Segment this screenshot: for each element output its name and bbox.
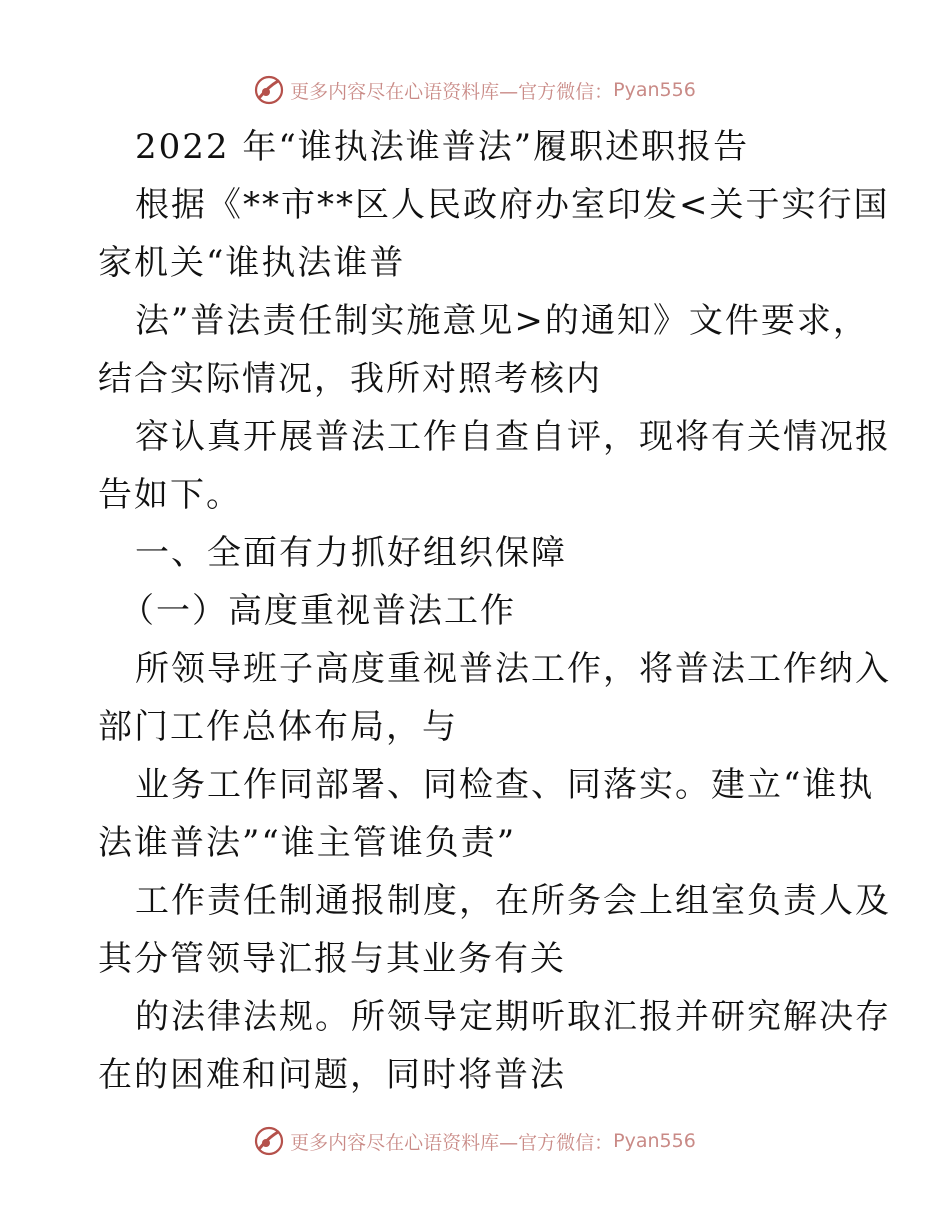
paragraph-line: 的法律法规。所领导定期听取汇报并研究解决存 <box>135 997 891 1037</box>
watermark-text: 更多内容尽在心语资料库—官方微信： <box>290 1131 614 1154</box>
paragraph-line: 容认真开展普法工作自查自评，现将有关情况报 <box>135 417 891 457</box>
paragraph-line: 所领导班子高度重视普法工作，将普法工作纳入 <box>135 649 891 689</box>
paragraph-line: 其分管领导汇报与其业务有关 <box>98 939 566 979</box>
header-watermark <box>0 70 950 110</box>
paragraph-line: 法”普法责任制实施意见>的通知》文件要求， <box>135 301 869 341</box>
paragraph-line: 告如下。 <box>98 475 242 515</box>
watermark-logo-icon <box>254 75 284 105</box>
paragraph-line: 结合实际情况，我所对照考核内 <box>98 359 602 399</box>
paragraph-line: 在的困难和问题，同时将普法 <box>98 1055 566 1095</box>
section-heading: 一、全面有力抓好组织保障 <box>135 533 567 573</box>
subsection-heading: （一）高度重视普法工作 <box>120 591 516 631</box>
paragraph-line: 部门工作总体布局，与 <box>98 707 458 747</box>
paragraph-line: 家机关“谁执法谁普 <box>98 243 406 283</box>
watermark-wechat-id: Pyan556 <box>613 1130 696 1152</box>
watermark-logo-icon <box>254 1126 284 1156</box>
paragraph-line: 工作责任制通报制度，在所务会上组室负责人及 <box>135 881 891 921</box>
document-title: 2022 年“谁执法谁普法”履职述职报告 <box>135 127 750 167</box>
paragraph-line: 根据《**市**区人民政府办室印发<关于实行国 <box>135 185 890 225</box>
paragraph-line: 法谁普法”“谁主管谁负责” <box>98 823 517 863</box>
paragraph-line: 业务工作同部署、同检查、同落实。建立“谁执 <box>135 765 875 805</box>
watermark-text: 更多内容尽在心语资料库—官方微信： <box>290 80 614 103</box>
footer-watermark <box>0 1121 950 1161</box>
watermark-wechat-id: Pyan556 <box>613 79 696 101</box>
